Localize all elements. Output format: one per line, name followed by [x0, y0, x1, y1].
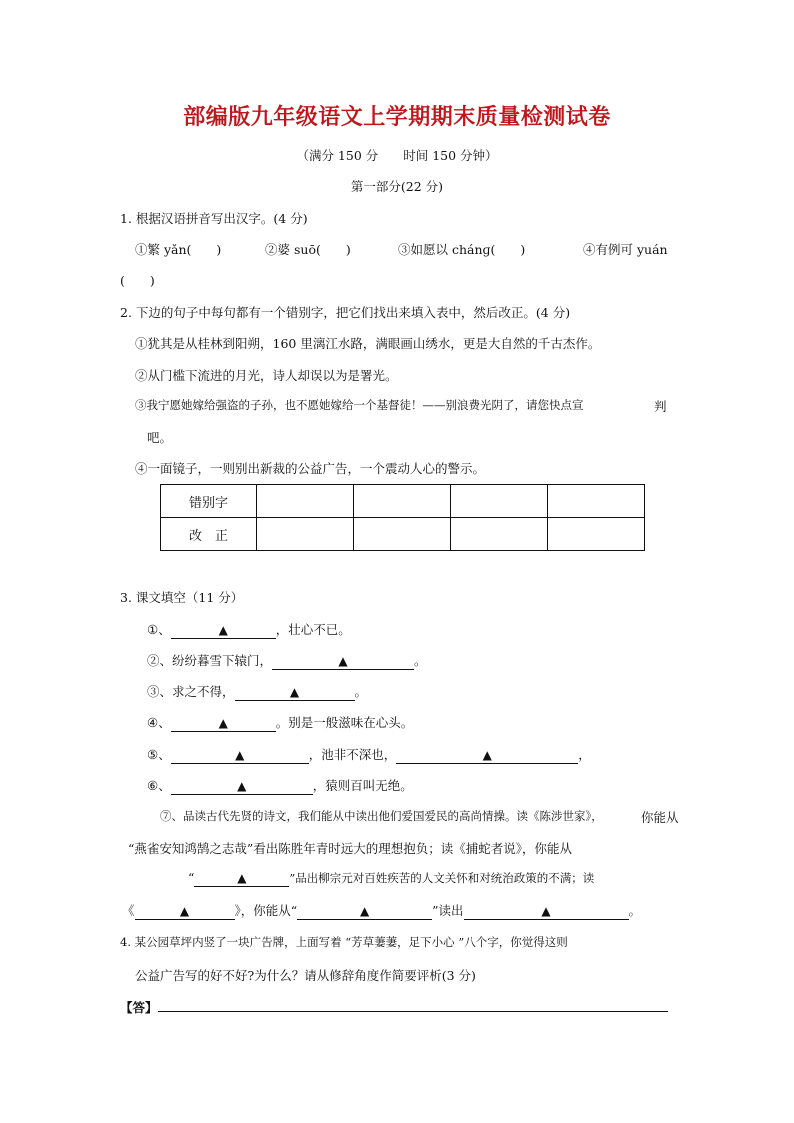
- exam-title: 部编版九年级语文上学期期末质量检测试卷: [183, 104, 611, 130]
- fill-blank[interactable]: [464, 903, 629, 920]
- q2-sentence-3: ③我宁愿她嫁给强盗的子孙，也不愿她嫁给一个基督徒！——别浪费光阴了，请您快点宣: [135, 398, 584, 412]
- q4-stem-2: 公益广告写的好不好?为什么？请从修辞角度作简要评析(3 分): [135, 968, 476, 983]
- triangle-marker-icon: ▲: [338, 654, 348, 668]
- answer-cell[interactable]: [451, 485, 548, 518]
- q3-line-2: ②、纷纷暮雪下辕门， ▲ 。: [147, 653, 427, 668]
- fill-blank[interactable]: [171, 715, 276, 732]
- answer-cell[interactable]: [257, 518, 354, 551]
- answer-cell[interactable]: [548, 518, 645, 551]
- answer-label: 【答】: [120, 1000, 158, 1015]
- table-row: [161, 518, 645, 551]
- triangle-marker-icon: ▲: [541, 904, 551, 918]
- q2-sentence-2: ②从门槛下流进的月光，诗人却误以为是署光。: [135, 368, 398, 383]
- exam-subtitle: （满分 150 分 时间 150 分钟）: [296, 148, 498, 163]
- q1-item-1: ①繁 yǎn( ): [135, 242, 222, 257]
- answer-cell[interactable]: [354, 518, 451, 551]
- fill-blank[interactable]: [135, 903, 235, 920]
- q3-line-7-e: 《 ▲ 》，你能从“ ▲ ”读出 ▲ 。: [122, 903, 642, 918]
- fill-blank[interactable]: [171, 778, 313, 795]
- row-label-correct: 改 正: [161, 518, 257, 551]
- q2-sentence-3-end: 判: [654, 399, 667, 414]
- fill-blank[interactable]: [171, 747, 309, 764]
- fill-blank[interactable]: [171, 622, 276, 639]
- q2-sentence-4: ④一面镜子，一则别出新裁的公益广告，一个震动人心的警示。: [135, 461, 486, 476]
- triangle-marker-icon: ▲: [179, 904, 190, 918]
- q1-stem: 1. 根据汉语拼音写出汉字。(4 分): [120, 211, 308, 226]
- answer-cell[interactable]: [548, 485, 645, 518]
- part-heading: 第一部分(22 分): [350, 179, 444, 194]
- answer-line[interactable]: [158, 997, 668, 1012]
- answer-cell[interactable]: [451, 518, 548, 551]
- fill-blank[interactable]: [297, 903, 432, 920]
- fill-blank[interactable]: [235, 684, 355, 701]
- q2-stem: 2. 下边的句子中每句都有一个错别字，把它们找出来填入表中，然后改正。(4 分): [120, 305, 571, 320]
- triangle-marker-icon: ▲: [218, 623, 228, 637]
- q3-line-6: ⑥、 ▲ ，猿则百叫无绝。: [147, 778, 413, 793]
- q3-line-5: ⑤、 ▲ ，池非不深也， ▲ ，: [147, 747, 591, 762]
- answer-cell[interactable]: [257, 485, 354, 518]
- error-correction-table: [160, 484, 645, 551]
- fill-blank[interactable]: [194, 870, 289, 887]
- q3-line-3: ③、求之不得， ▲ 。: [147, 684, 368, 699]
- q2-sentence-1: ①犹其是从桂林到阳朔，160 里漓江水路，满眼画山绣水，更是大自然的千古杰作。: [135, 336, 601, 351]
- fill-blank[interactable]: [272, 653, 414, 670]
- q4-stem-1: 4. 某公园草坪内竖了一块广告牌，上面写着 “芳草萋萋，足下小心 ”八个字，你觉得这则: [120, 935, 568, 949]
- q3-line-7-b: 你能从: [641, 810, 679, 825]
- triangle-marker-icon: ▲: [237, 779, 247, 793]
- q2-sentence-3-cont: 吧。: [147, 430, 173, 445]
- triangle-marker-icon: ▲: [218, 716, 228, 730]
- q3-stem: 3. 课文填空（11 分）: [120, 590, 244, 605]
- q1-item-4: ④有例可 yuán: [583, 242, 668, 257]
- row-label-wrong: 错别字: [161, 485, 257, 518]
- q3-line-7-a: ⑦、品读古代先贤的诗文，我们能从中读出他们爱国爱民的高尚情操。读《陈涉世家》，: [160, 809, 603, 823]
- fill-blank[interactable]: [396, 747, 578, 764]
- q1-item-2: ②婆 suō( ): [265, 242, 351, 257]
- q3-line-4: ④、 ▲ 。别是一般滋味在心头。: [147, 715, 414, 730]
- answer-cell[interactable]: [354, 485, 451, 518]
- q3-line-7-d: “ ▲ ”品出柳宗元对百姓疾苦的人文关怀和对统治政策的不满；读: [188, 870, 595, 885]
- triangle-marker-icon: ▲: [360, 904, 370, 918]
- q3-line-7-c: “燕雀安知鸿鹄之志哉”看出陈胜年青时远大的理想抱负；读《捕蛇者说》，你能从: [128, 841, 573, 856]
- triangle-marker-icon: ▲: [235, 748, 245, 762]
- q1-item-3: ③如愿以 chánɡ( ): [398, 242, 526, 257]
- q3-line-1: ①、 ▲ ，壮心不已。: [147, 622, 351, 637]
- triangle-marker-icon: ▲: [482, 748, 492, 762]
- triangle-marker-icon: ▲: [237, 871, 247, 885]
- q4-answer-row: [120, 997, 668, 1016]
- q1-item-4-blank: ( ): [120, 273, 155, 288]
- table-row: [161, 485, 645, 518]
- triangle-marker-icon: ▲: [289, 685, 300, 699]
